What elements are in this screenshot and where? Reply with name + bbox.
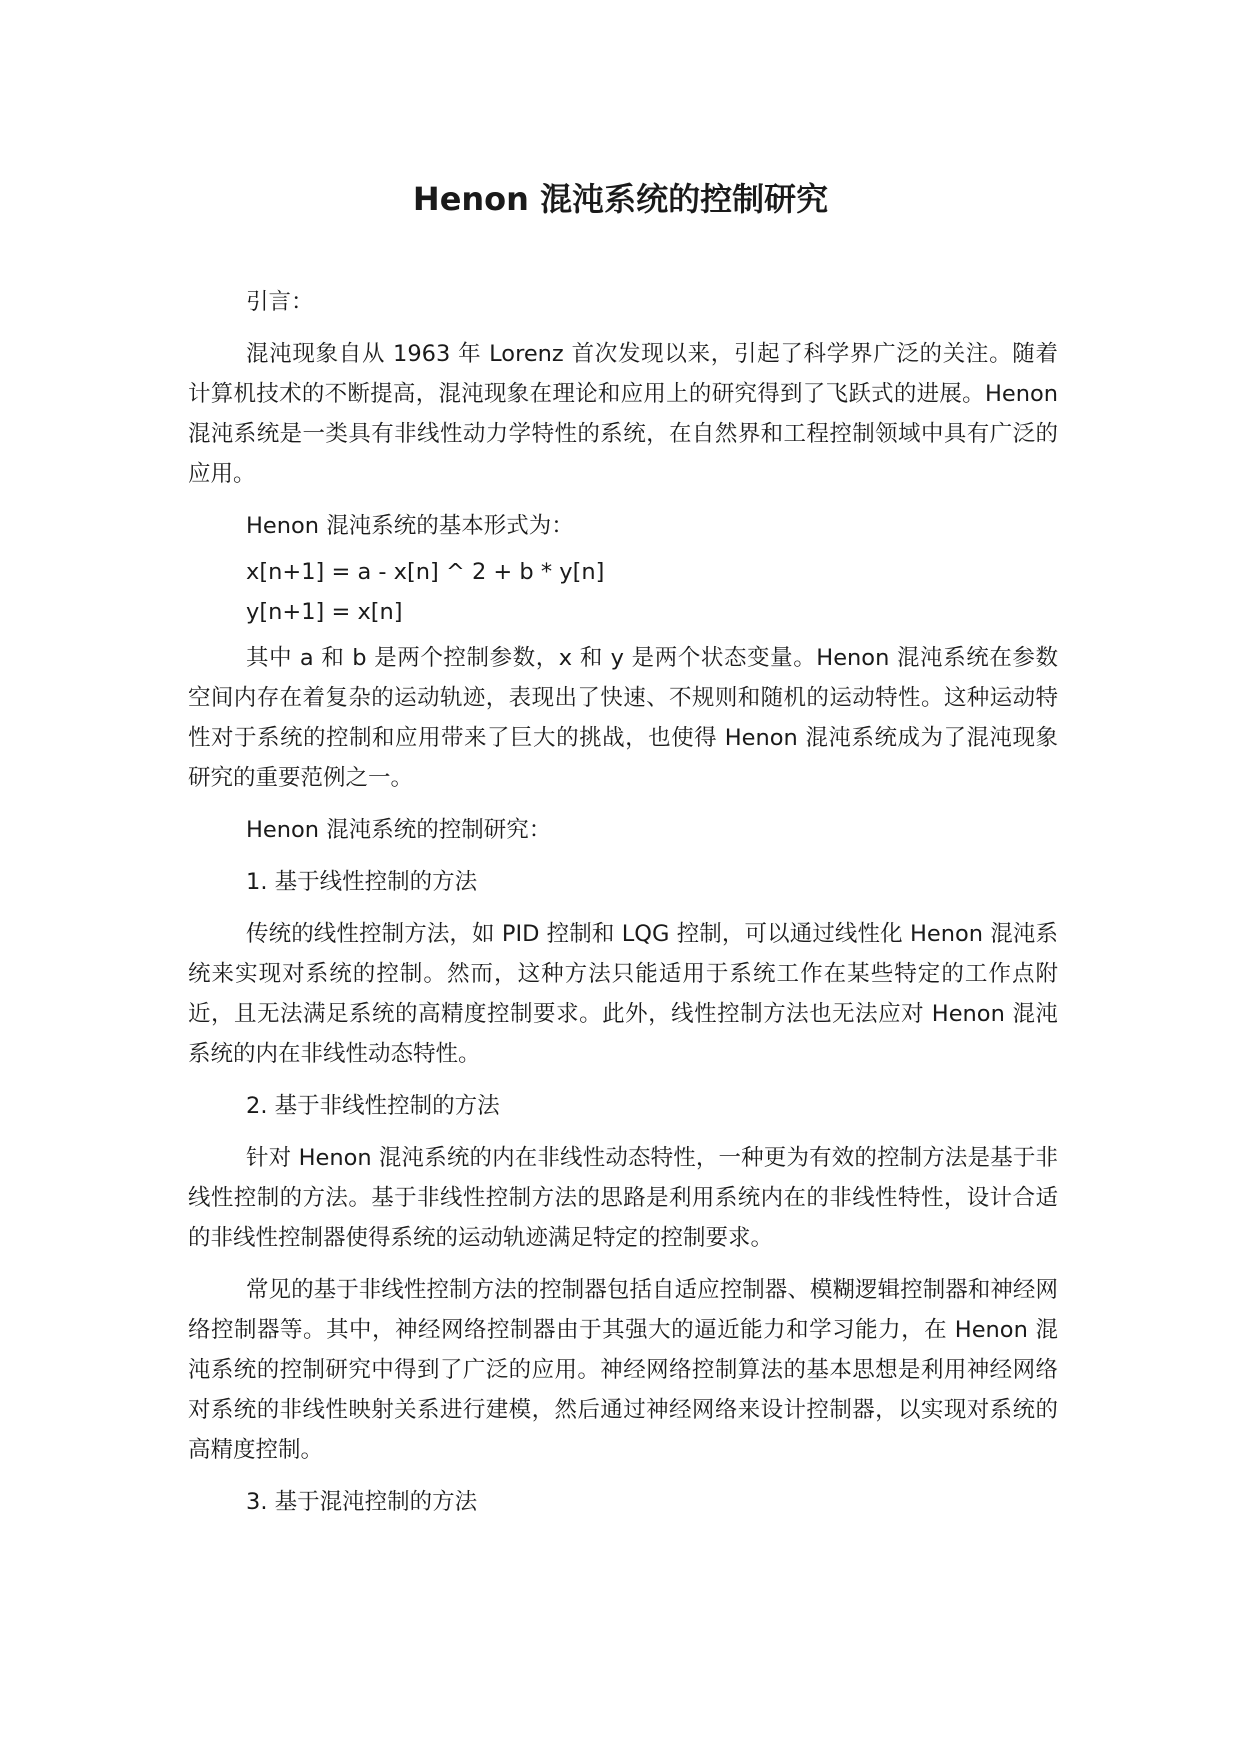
document-title: Henon 混沌系统的控制研究 <box>412 180 829 218</box>
equation-x: x[n+1] = a - x[n] ^ 2 + b * y[n] <box>246 559 605 585</box>
form-heading: Henon 混沌系统的基本形式为： <box>246 513 574 539</box>
intro-paragraph: 混沌现象自从 1963 年 Lorenz 首次发现以来，引起了科学界广泛的关注。随着计算机技术的不断提高，混沌现象在理论和应用上的研究得到了飞跃式的进展。Henon 混沌系统是一类具有非线性动力学特性的系统，在自然界和工程控制领域中具有广泛的应用。 <box>188 341 1058 487</box>
control-heading: Henon 混沌系统的控制研究： <box>246 817 552 843</box>
params-paragraph: 其中 a 和 b 是两个控制参数，x 和 y 是两个状态变量。Henon 混沌系统在参数空间内存在着复杂的运动轨迹，表现出了快速、不规则和随机的运动特性。这种运动特性对于系统的控制和应用带来了巨大的挑战，也使得 Henon 混沌系统成为了混沌现象研究的重要范例之一。 <box>188 645 1058 791</box>
section-1-heading: 1. 基于线性控制的方法 <box>246 869 478 895</box>
intro-heading: 引言： <box>246 289 314 315</box>
section-3-heading: 3. 基于混沌控制的方法 <box>246 1489 478 1515</box>
document-body <box>188 282 1058 1522</box>
section-2-paragraph-1: 针对 Henon 混沌系统的内在非线性动态特性，一种更为有效的控制方法是基于非线性控制的方法。基于非线性控制方法的思路是利用系统内在的非线性特性，设计合适的非线性控制器使得系统的运动轨迹满足特定的控制要求。 <box>188 1145 1058 1251</box>
section-1-paragraph: 传统的线性控制方法，如 PID 控制和 LQG 控制，可以通过线性化 Henon 混沌系统来实现对系统的控制。然而，这种方法只能适用于系统工作在某些特定的工作点附近，且无法满足系统的高精度控制要求。此外，线性控制方法也无法应对 Henon 混沌系统的内在非线性动态特性。 <box>188 921 1058 1067</box>
section-2-heading: 2. 基于非线性控制的方法 <box>246 1093 500 1119</box>
section-2-paragraph-2: 常见的基于非线性控制方法的控制器包括自适应控制器、模糊逻辑控制器和神经网络控制器等。其中，神经网络控制器由于其强大的逼近能力和学习能力，在 Henon 混沌系统的控制研究中得到了广泛的应用。神经网络控制算法的基本思想是利用神经网络对系统的非线性映射关系进行建模，然后通过神经网络来设计控制器，以实现对系统的高精度控制。 <box>188 1277 1058 1463</box>
equation-y: y[n+1] = x[n] <box>246 599 403 625</box>
